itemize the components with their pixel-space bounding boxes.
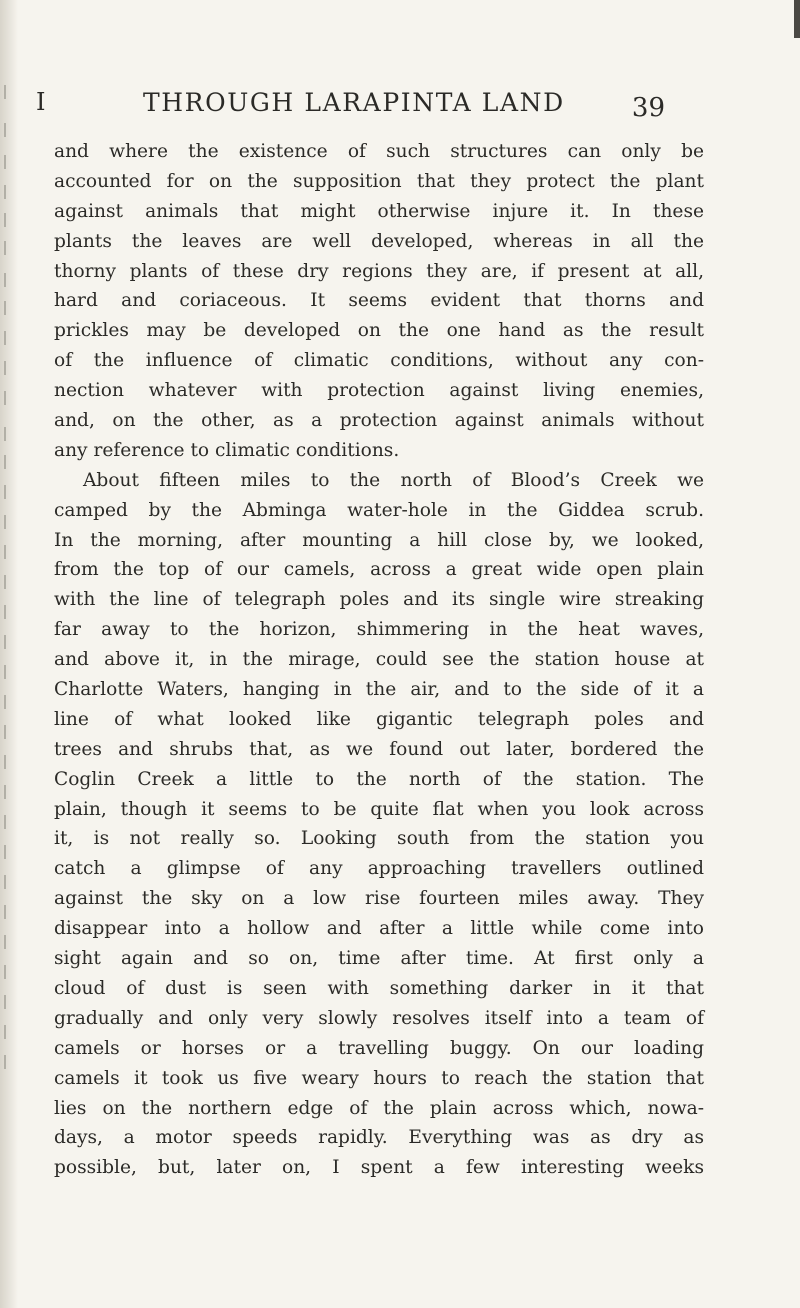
text-line: camped by the Abminga water-hole in the Giddea scrub. <box>54 499 704 521</box>
page-number: 39 <box>631 93 665 123</box>
text-line: trees and shrubs that, as we found out later, bordered the <box>54 738 704 760</box>
text-line: line of what looked like gigantic telegraph poles and <box>54 708 704 730</box>
running-header <box>36 88 766 124</box>
page-edge-mark <box>794 0 800 38</box>
text-line: Coglin Creek a little to the north of the station. The <box>54 768 704 790</box>
text-line: it, is not really so. Looking south from the station you <box>54 828 704 850</box>
text-line: plain, though it seems to be quite flat when you look across <box>54 798 704 820</box>
text-line: far away to the horizon, shimmering in the heat waves, <box>54 619 704 641</box>
text-line: accounted for on the supposition that they protect the plant <box>54 170 704 192</box>
running-title: THROUGH LARAPINTA LAND <box>143 88 565 117</box>
text-line: plants the leaves are well developed, whereas in all the <box>54 230 704 252</box>
text-line: and where the existence of such structures can only be <box>54 141 704 162</box>
text-line: and, on the other, as a protection against animals without <box>54 410 704 432</box>
text-line: from the top of our camels, across a great wide open plain <box>54 559 704 581</box>
page-gutter <box>0 0 18 1308</box>
text-line: camels or horses or a travelling buggy. On our loading <box>54 1037 704 1059</box>
text-line: of the influence of climatic conditions, without any con- <box>54 350 704 372</box>
text-line: About fifteen miles to the north of Blood’s Creek we <box>83 469 704 491</box>
text-line: nection whatever with protection against living enemies, <box>54 380 704 402</box>
text-line: days, a motor speeds rapidly. Everything was as dry as <box>54 1127 704 1149</box>
text-line: sight again and so on, time after time. At first only a <box>54 948 704 970</box>
text-line: cloud of dust is seen with something darker in it that <box>54 977 704 999</box>
text-line: Charlotte Waters, hanging in the air, and to the side of it a <box>54 679 704 701</box>
text-line: and above it, in the mirage, could see the station house at <box>54 649 704 671</box>
chapter-number: I <box>36 88 47 116</box>
text-line: disappear into a hollow and after a little while come into <box>54 918 704 940</box>
text-line: In the morning, after mounting a hill close by, we looked, <box>54 529 704 551</box>
text-line: camels it took us five weary hours to reach the station that <box>54 1067 704 1089</box>
text-line: against the sky on a low rise fourteen miles away. They <box>54 888 704 910</box>
text-line: thorny plants of these dry regions they are, if present at all, <box>54 260 704 282</box>
text-line: against animals that might otherwise injure it. In these <box>54 200 704 222</box>
text-line: catch a glimpse of any approaching travellers outlined <box>54 858 704 880</box>
text-line: prickles may be developed on the one hand as the result <box>54 320 704 342</box>
text-line: possible, but, later on, I spent a few interesting weeks <box>54 1157 704 1179</box>
gutter-marks <box>4 85 14 1265</box>
text-line: lies on the northern edge of the plain across which, nowa- <box>54 1097 704 1119</box>
text-line: gradually and only very slowly resolves itself into a team of <box>54 1007 704 1029</box>
text-line: with the line of telegraph poles and its single wire streaking <box>54 589 704 611</box>
text-line: hard and coriaceous. It seems evident that thorns and <box>54 290 704 312</box>
text-line: any reference to climatic conditions. <box>54 439 400 461</box>
body-text <box>54 137 704 1183</box>
